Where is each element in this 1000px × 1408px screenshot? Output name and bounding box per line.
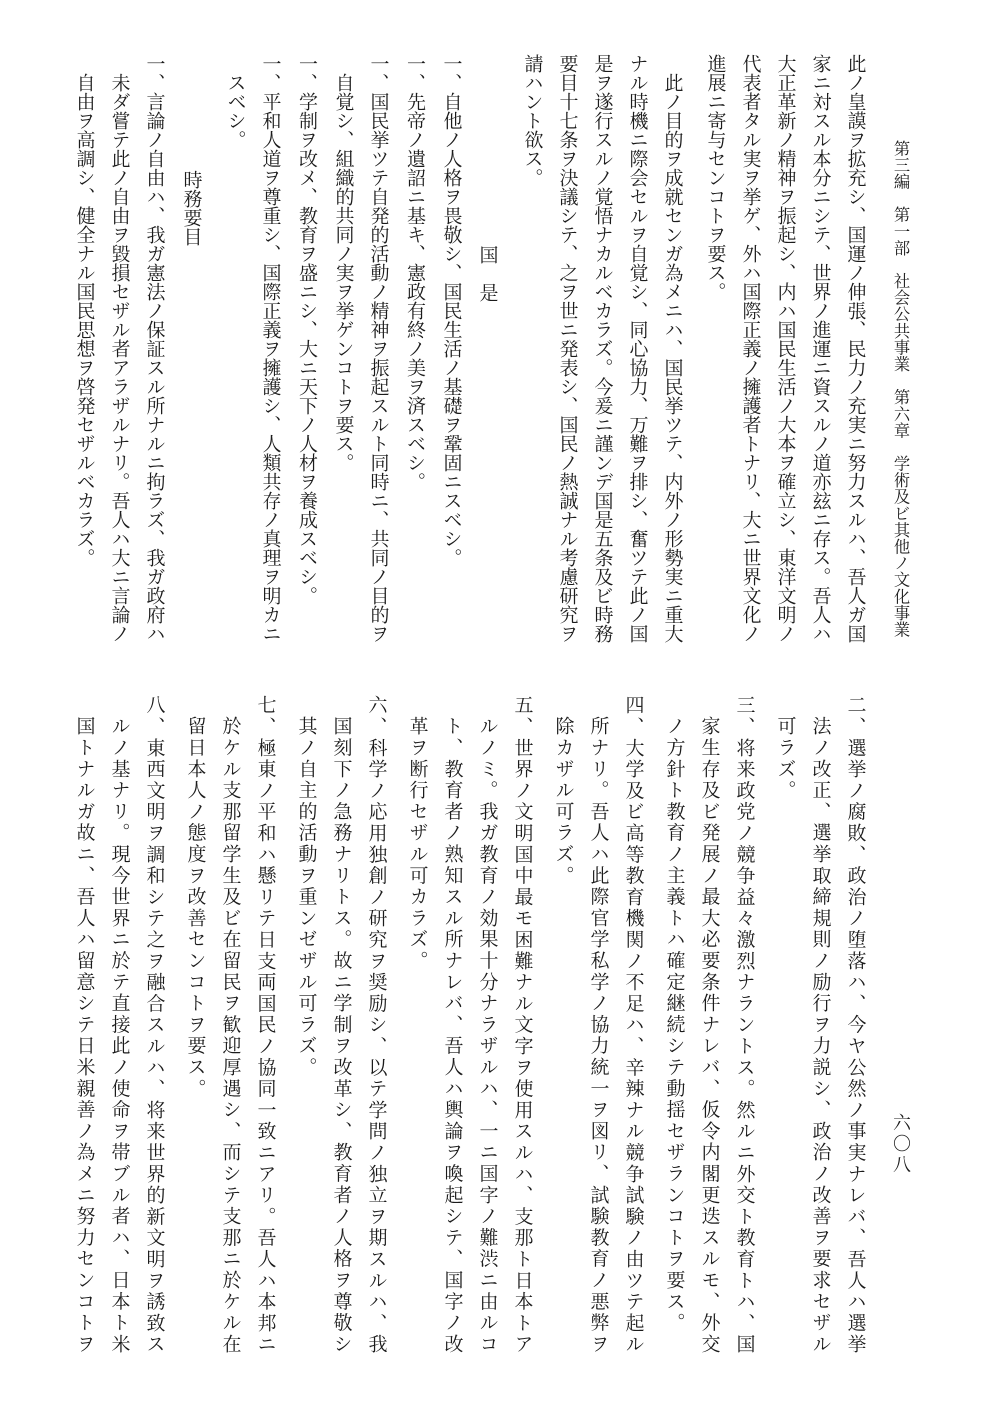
list-item (768, 695, 873, 1365)
list-item (218, 54, 288, 654)
text-line: 於ケル支那留学生及ビ在留民ヲ歓迎厚遇シ、而シテ支那ニ於ケル在 (219, 716, 242, 1356)
text-line: 一、先帝ノ遺詔ニ基キ、憲政有終ノ美ヲ済スベシ。 (404, 54, 426, 491)
text-line: 此ノ目的ヲ成就センガ為メニハ、国民挙ツテ、内外ノ形勢実ニ重大 (661, 73, 684, 643)
jimu-list-continued (67, 695, 873, 1365)
text-line: 此ノ皇謨ヲ拡充シ、国運ノ伸張、民力ノ充実ニ努力スルハ、吾人ガ国 (844, 54, 867, 643)
text-line: 法ノ改正、選挙取締規則ノ励行ヲ力説シ、政治ノ改善ヲ要求セザル (809, 716, 832, 1356)
text-line: 請ハント欲ス。 (521, 54, 544, 187)
text-line: 八、東西文明ヲ調和シテ之ヲ融合スルハ、将来世界的新文明ヲ誘致ス (143, 695, 166, 1356)
list-item (67, 695, 172, 1365)
text-line: ルノミ。我ガ教育ノ効果十分ナラザルハ、一ニ国字ノ難渋ニ由ルコ (476, 716, 499, 1356)
text-line: 国刻下ノ急務ナリトス。故ニ学制ヲ改革シ、教育者ノ人格ヲ尊敬シ (330, 716, 353, 1356)
upper-text-section (40, 54, 873, 654)
text-line: 是ヲ遂行スルノ覚悟ナカルベカラズ。今爰ニ謹ンデ国是五条及ビ時務 (591, 54, 614, 643)
text-line: 所ナリ。吾人ハ此際官学私学ノ協力統一ヲ図リ、試験教育ノ悪弊ヲ (587, 716, 610, 1356)
list-item (178, 695, 283, 1365)
text-line: 要目十七条ヲ決議シテ、之ヲ世ニ発表シ、国民ノ熱誠ナル考慮研究ヲ (556, 54, 579, 643)
text-line: 未ダ嘗テ此ノ自由ヲ毀損セザル者アラザルナリ。吾人ハ大ニ言論ノ (108, 73, 131, 643)
text-line: 家ニ対スル本分ニシテ、世界ノ進運ニ資スルノ道亦玆ニ存ス。吾人ハ (809, 54, 832, 643)
text-line: 除カザル可ラズ。 (552, 716, 575, 887)
lower-text-section (40, 695, 873, 1365)
jimu-list (67, 54, 172, 654)
running-header: 第三編 第一部 社会公共事業 第六章 学術及ビ其他ノ文化事業 (891, 140, 910, 638)
text-line: 国トナルガ故ニ、吾人ハ留意シテ日米親善ノ為メニ努力センコトヲ (73, 716, 96, 1356)
text-line: 一、言論ノ自由ハ、我ガ憲法ノ保証スル所ナルニ拘ラズ、我ガ政府ハ (143, 54, 166, 643)
list-item (434, 54, 469, 654)
list-item (67, 54, 172, 654)
text-line: 一、平和人道ヲ尊重シ、国際正義ヲ擁護シ、人類共存ノ真理ヲ明カニ (259, 54, 282, 643)
text-line: 自覚シ、組織的共同ノ実ヲ挙ゲンコトヲ要ス。 (332, 73, 355, 472)
text-line: ト、教育者ノ熟知スル所ナレバ、吾人ハ輿論ヲ喚起シテ、国字ノ改 (441, 716, 464, 1356)
text-line: 三、将来政党ノ競争益々激烈ナラントス。然ルニ外交ト教育トハ、国 (733, 695, 756, 1356)
text-line: 留日本人ノ態度ヲ改善センコトヲ要ス。 (184, 716, 207, 1100)
text-line: ルノ基ナリ。現今世界ニ於テ直接此ノ使命ヲ帯ブル者ハ、日本ト米 (108, 716, 131, 1356)
list-item (289, 54, 324, 654)
list-item (326, 54, 396, 654)
text-line: 五、世界ノ文明国中最モ困難ナル文字ヲ使用スルハ、支那ト日本トア (511, 695, 534, 1356)
text-line: 可ラズ。 (774, 716, 797, 802)
kokuze-heading-text: 国 是 (476, 245, 499, 302)
text-line: 革ヲ断行セザル可カラズ。 (406, 716, 429, 972)
text-line: ナル時機ニ際会セルヲ自覚シ、同心協力、万難ヲ排シ、奮ツテ此ノ国 (626, 54, 649, 643)
text-line: 四、大学及ビ高等教育機関ノ不足ハ、辛辣ナル競争試験ノ由ツテ起ル (622, 695, 645, 1356)
jimu-heading-text: 時務要目 (180, 170, 203, 246)
page-number: 六〇八 (890, 1113, 911, 1176)
text-line: ノ方針ト教育ノ主義トハ確定継続シテ動揺セザランコトヲ要ス。 (663, 716, 686, 1334)
list-item (397, 54, 432, 654)
kokuze-list (218, 54, 469, 654)
jimu-heading (174, 54, 209, 654)
text-line: 家生存及ビ発展ノ最大必要条件ナレバ、仮令内閣更迭スルモ、外交 (698, 716, 721, 1356)
text-line: 一、学制ヲ改メ、教育ヲ盛ニシ、大ニ天下ノ人材ヲ養成スベシ。 (296, 54, 318, 605)
text-line: 其ノ自主的活動ヲ重ンゼザル可ラズ。 (295, 716, 318, 1079)
text-line: 二、選挙ノ腐敗、政治ノ堕落ハ、今ヤ公然ノ事実ナレバ、吾人ハ選挙 (844, 695, 867, 1356)
text-line: 代表者タル実ヲ挙ゲ、外ハ国際正義ノ擁護者トナリ、大ニ世界文化ノ (739, 54, 762, 643)
text-line: 進展ニ寄与センコトヲ要ス。 (704, 54, 727, 301)
text-line: 一、自他ノ人格ヲ畏敬シ、国民生活ノ基礎ヲ鞏固ニスベシ。 (440, 54, 463, 567)
list-item (546, 695, 651, 1365)
text-line: 七、極東ノ平和ハ懸リテ日支両国民ノ協同一致ニアリ。吾人ハ本邦ニ (254, 695, 277, 1356)
resolution-paragraph (515, 54, 690, 654)
text-line: 大正革新ノ精神ヲ振起シ、内ハ国民生活ノ大本ヲ確立シ、東洋文明ノ (774, 54, 797, 643)
continued-paragraph (698, 54, 873, 654)
kokuze-heading (470, 54, 505, 654)
text-line: 自由ヲ高調シ、健全ナル国民思想ヲ啓発セザルベカラズ。 (73, 73, 96, 567)
list-item (289, 695, 394, 1365)
text-line: 六、科学ノ応用独創ノ研究ヲ奨励シ、以テ学問ノ独立ヲ期スルハ、我 (365, 695, 388, 1356)
text-line: スベシ。 (224, 73, 247, 149)
list-item (400, 695, 540, 1365)
list-item (657, 695, 762, 1365)
text-line: 一、国民挙ツテ自発的活動ノ精神ヲ振起スルト同時ニ、共同ノ目的ヲ (367, 54, 390, 643)
